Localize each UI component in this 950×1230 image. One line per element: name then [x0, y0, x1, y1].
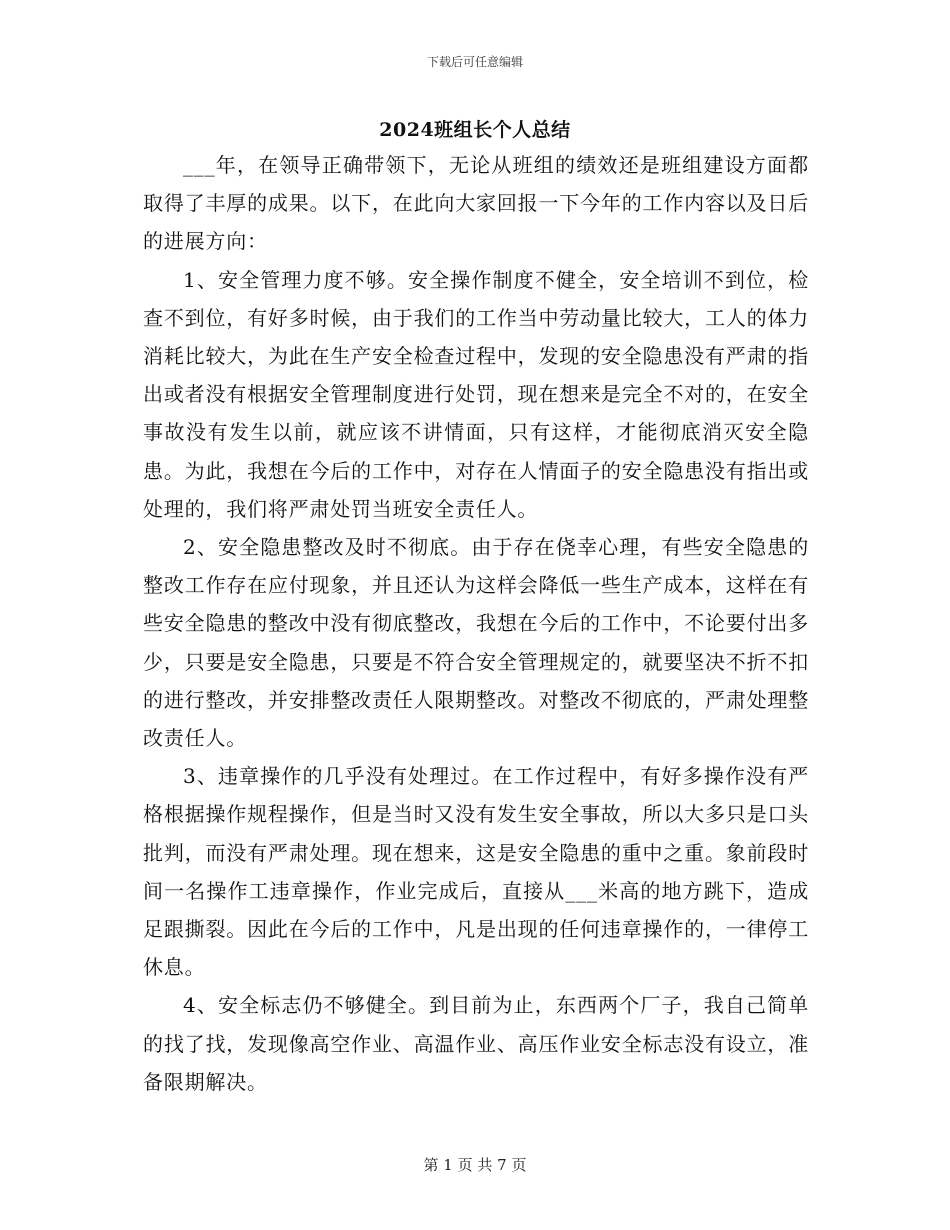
paragraph-intro: ___年，在领导正确带领下，无论从班组的绩效还是班组建设方面都取得了丰厚的成果。以下，在此向大家回报一下今年的工作内容以及日后的进展方向： [143, 153, 809, 254]
paragraph-item-1: 1、安全管理力度不够。安全操作制度不健全，安全培训不到位，检查不到位，有好多时候，由于我们的工作当中劳动量比较大，工人的体力消耗比较大，为此在生产安全检查过程中，发现的安全隐患没有严肃的指出或者没有根据安全管理制度进行处罚，现在想来是完全不对的，在安全事故没有发生以前，就应该不讲情面，只有这样，才能彻底消灭安全隐患。为此，我想在今后的工作中，对存在人情面子的安全隐患没有指出或处理的，我们将严肃处罚当班安全责任人。 [143, 267, 809, 521]
document-body [143, 146, 809, 1101]
paragraph-item-4: 4、安全标志仍不够健全。到目前为止，东西两个厂子，我自己简单的找了找，发现像高空作业、高温作业、高压作业安全标志没有设立，准备限期解决。 [143, 993, 809, 1094]
paragraph-item-2: 2、安全隐患整改及时不彻底。由于存在侥幸心理，有些安全隐患的整改工作存在应付现象，并且还认为这样会降低一些生产成本，这样在有些安全隐患的整改中没有彻底整改，我想在今后的工作中，不论要付出多少，只要是安全隐患，只要是不符合安全管理规定的，就要坚决不折不扣的进行整改，并安排整改责任人限期整改。对整改不彻底的，严肃处理整改责任人。 [143, 535, 809, 751]
page-footer: 第 1 页 共 7 页 [423, 1156, 527, 1174]
header-note: 下载后可任意编辑 [426, 55, 523, 69]
document-title: 2024班组长个人总结 [379, 119, 571, 141]
paragraph-item-3: 3、违章操作的几乎没有处理过。在工作过程中，有好多操作没有严格根据操作规程操作，但是当时又没有发生安全事故，所以大多只是口头批判，而没有严肃处理。现在想来，这是安全隐患的重中之重。象前段时间一名操作工违章操作，作业完成后，直接从___米高的地方跳下，造成足跟撕裂。因此在今后的工作中，凡是出现的任何违章操作的，一律停工休息。 [143, 764, 809, 980]
